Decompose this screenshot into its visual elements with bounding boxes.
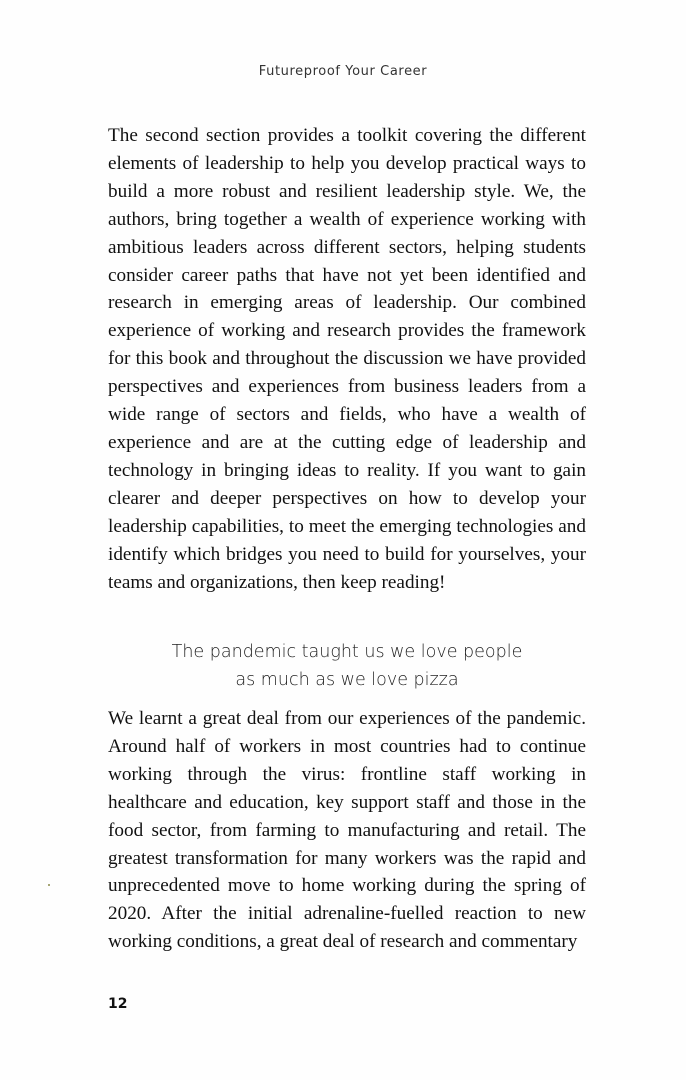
page-number: 12 [108,996,128,1012]
subheading-line-2: as much as we love pizza [235,670,459,690]
subheading-line-1: The pandemic taught us we love people [171,642,523,662]
paper-speck [48,884,50,886]
body-paragraph-2: We learnt a great deal from our experiences of the pandemic. Around half of workers in most countries had to continue working through the virus: frontline staff working in healthcare and education, key support staff and those in the food sector, from farming to manufacturing and retail. The greatest transformation for many workers was the rapid and unprecedented move to home working during the spring of 2020. After the initial adrenaline-fuelled reaction to new working conditions, a great deal of research and commentary [108,708,586,953]
body-paragraph-1: The second section provides a toolkit covering the different elements of leadership to help you develop practical ways to build a more robust and resilient leadership style. We, the authors, bring together a wealth of experience working with ambitious leaders across different sectors, helping students consider career paths that have not yet been identified and research in emerging areas of leadership. Our combined experience of working and research provides the framework for this book and throughout the discussion we have provided perspectives and experiences from business leaders from a wide range of sectors and fields, who have a wealth of experience and are at the cutting edge of leadership and technology in bringing ideas to reality. If you want to gain clearer and deeper perspectives on how to develop your leadership capabilities, to meet the emerging technologies and identify which bridges you need to build for yourselves, your teams and organizations, then keep reading! [108,125,586,593]
section-subheading [108,638,586,694]
running-head: Futureproof Your Career [258,64,428,79]
